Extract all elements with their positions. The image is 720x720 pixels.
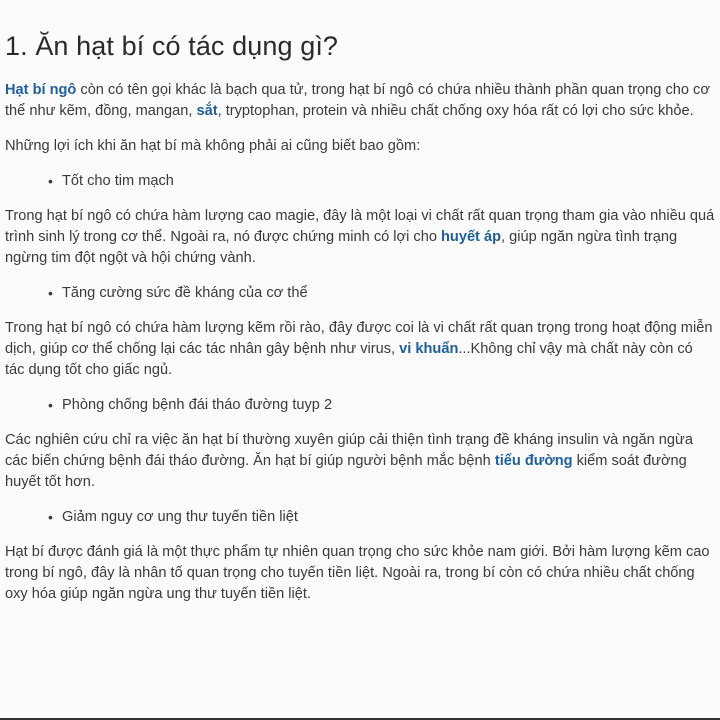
bullet-label: Phòng chống bệnh đái tháo đường tuyp 2 <box>62 397 333 413</box>
link-vi-khuan[interactable]: vi khuẩn <box>399 341 459 357</box>
bullet-label: Giảm nguy cơ ung thư tuyến tiền liệt <box>62 509 298 525</box>
section-text: Các nghiên cứu chỉ ra việc ăn hạt bí thường xuyên giúp cải thiện tình trạng đề kháng insulin và ngăn ngừa các biến chứng bệnh đái tháo đường. Ăn hạt bí giúp người bệnh mắc bệnh <box>5 432 693 469</box>
section-text: Trong hạt bí ngô có chứa hàm lượng kẽm rồi rào, đây được coi là vi chất rất quan trọng trong hoạt động miễn dịch, giúp cơ thể chống lại các tác nhân gây bệnh như virus, <box>5 320 713 357</box>
bullet-icon: • <box>48 509 53 525</box>
bullet-item-tim-mach <box>48 171 716 192</box>
section-text: , giúp ngăn ngừa tình trạng ngừng tim đột ngột và hội chứng vành. <box>5 229 678 266</box>
intro-paragraph <box>5 80 716 122</box>
bullet-icon: • <box>48 397 53 413</box>
section-paragraph: Hạt bí được đánh giá là một thực phẩm tự nhiên quan trọng cho sức khỏe nam giới. Bởi hàm lượng kẽm cao trong bí ngô, đây là nhân tố quan trọng cho tuyến tiền liệt. Ngoài ra, trong bí còn có chứa nhiều chất chống oxy hóa giúp ngăn ngừa ung thư tuyến tiền liệt. <box>5 544 710 602</box>
bullet-list <box>5 507 716 528</box>
section-paragraph <box>5 430 716 493</box>
bullet-icon: • <box>48 285 53 301</box>
section-text: Trong hạt bí ngô có chứa hàm lượng cao magie, đây là một loại vi chất rất quan trọng tham gia vào nhiều quá trình sinh lý trong cơ thể. Ngoài ra, nó được chứng minh có lợi cho <box>5 208 715 245</box>
lead-paragraph: Những lợi ích khi ăn hạt bí mà không phải ai cũng biết bao gồm: <box>5 138 421 154</box>
bullet-list <box>5 283 716 304</box>
bullet-icon: • <box>48 173 53 189</box>
page-title: 1. Ăn hạt bí có tác dụng gì? <box>5 31 339 61</box>
link-sat[interactable]: sắt <box>196 103 218 119</box>
bullet-label: Tăng cường sức đề kháng của cơ thể <box>62 285 308 301</box>
section-paragraph <box>5 206 716 269</box>
bullet-list <box>5 171 716 192</box>
section-text: ...Không chỉ vậy mà chất này còn có tác dụng tốt cho giấc ngủ. <box>5 341 693 378</box>
bullet-item-tuyen-tien-liet <box>48 507 716 528</box>
bullet-item-suc-de-khang <box>48 283 716 304</box>
link-tieu-duong[interactable]: tiểu đường <box>494 453 573 469</box>
section-paragraph <box>5 318 716 381</box>
link-hat-bi-ngo[interactable]: Hạt bí ngô <box>5 82 77 98</box>
intro-text-2: , tryptophan, protein và nhiều chất chống oxy hóa rất có lợi cho sức khỏe. <box>217 103 694 119</box>
section-text: kiểm soát đường huyết tốt hơn. <box>5 453 687 490</box>
bullet-list <box>5 395 716 416</box>
bullet-label: Tốt cho tim mạch <box>62 173 174 189</box>
link-huyet-ap[interactable]: huyết áp <box>441 229 502 245</box>
intro-text-1: còn có tên gọi khác là bạch qua tử, trong hạt bí ngô có chứa nhiều thành phần quan trọng cho cơ thể như kẽm, đồng, mangan, <box>5 82 710 119</box>
bullet-item-dai-thao-duong <box>48 395 716 416</box>
